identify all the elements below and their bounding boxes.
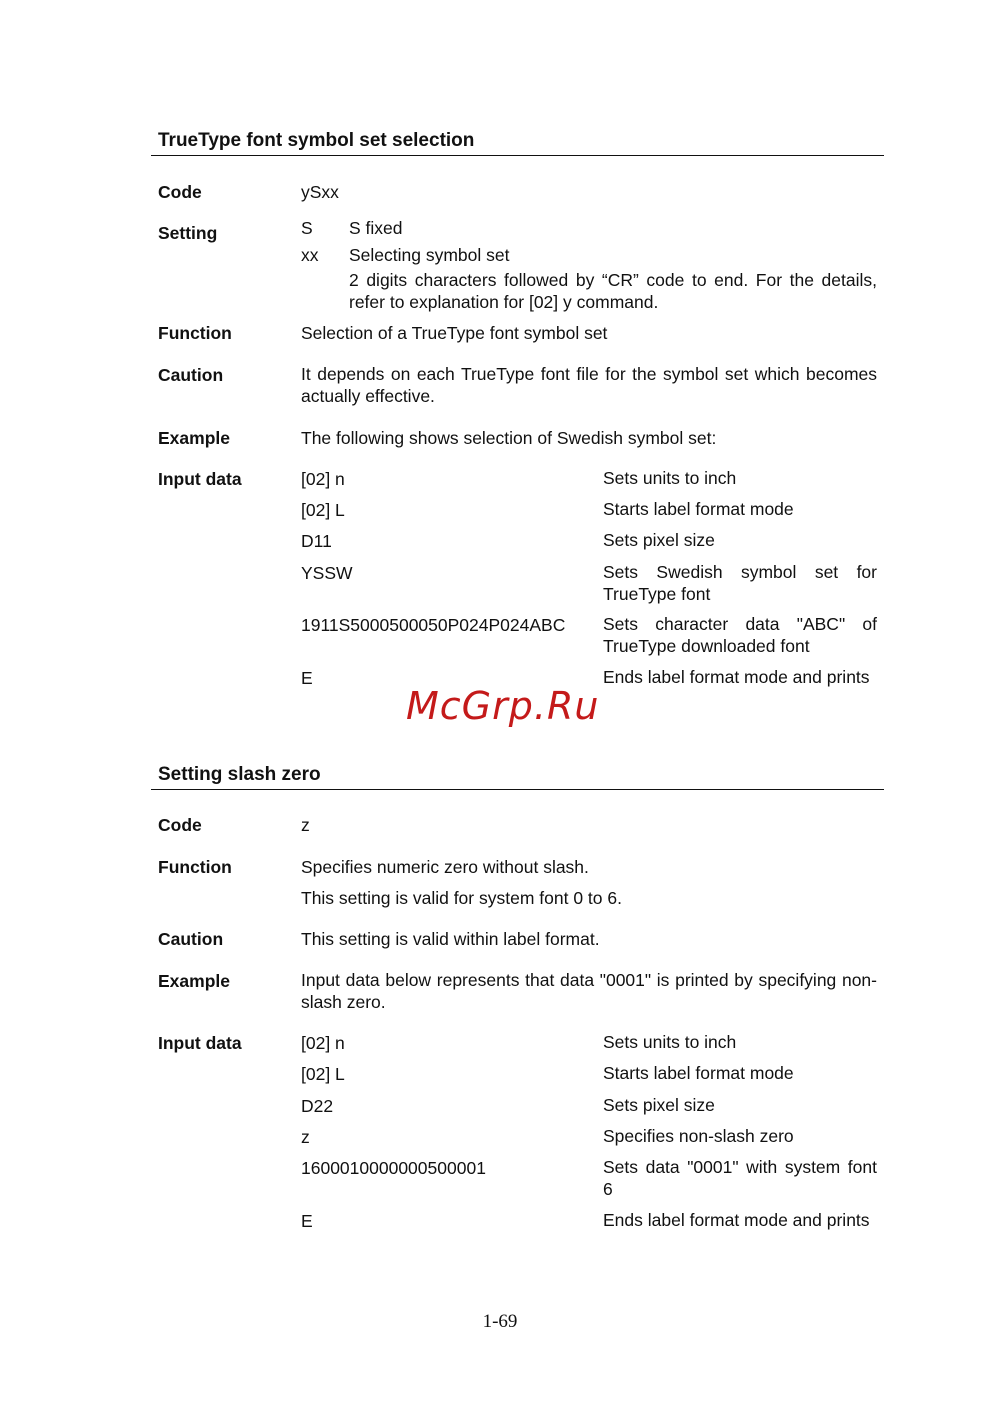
input-desc: Ends label format mode and prints [603, 667, 870, 687]
input-desc: Starts label format mode [603, 499, 794, 519]
code-value: ySxx [301, 182, 339, 202]
function-text: Selection of a TrueType font symbol set [301, 323, 608, 343]
input-desc: Sets character data "ABC" of TrueType downloaded font [603, 614, 877, 656]
example-label: Example [158, 428, 230, 448]
input-cmd: D22 [301, 1096, 334, 1116]
code-label: Code [158, 815, 202, 835]
example-text: Input data below represents that data "0001" is printed by specifying non-slash zero. [301, 970, 877, 1012]
code-value: z [301, 815, 310, 835]
example-label: Example [158, 971, 230, 991]
caution-text: It depends on each TrueType font file for the symbol set which becomes actually effective. [301, 364, 877, 406]
input-desc: Sets pixel size [603, 1095, 715, 1115]
input-desc: Sets units to inch [603, 468, 737, 488]
input-desc: Sets data "0001" with system font 6 [603, 1157, 877, 1199]
function-text: Specifies numeric zero without slash. [301, 857, 589, 877]
input-cmd: 1600010000000500001 [301, 1158, 486, 1178]
watermark-logo: McGrp.Ru [406, 684, 600, 728]
input-desc: Sets pixel size [603, 530, 715, 550]
input-cmd: D11 [301, 531, 332, 551]
setting-desc-xx: Selecting symbol set [349, 245, 510, 265]
input-desc: Sets units to inch [603, 1032, 737, 1052]
section-rule [151, 789, 884, 790]
input-desc: Specifies non-slash zero [603, 1126, 794, 1146]
setting-key-xx: xx [301, 245, 319, 265]
example-text: The following shows selection of Swedish symbol set: [301, 428, 717, 448]
input-desc: Ends label format mode and prints [603, 1210, 870, 1230]
input-cmd: [02] L [301, 1064, 345, 1084]
function-label: Function [158, 857, 232, 877]
section-title: Setting slash zero [158, 764, 321, 785]
caution-text: This setting is valid within label format. [301, 929, 600, 949]
input-cmd: [02] n [301, 1033, 345, 1053]
setting-label: Setting [158, 223, 218, 243]
function-label: Function [158, 323, 232, 343]
input-desc: Starts label format mode [603, 1063, 794, 1083]
setting-desc-s: S fixed [349, 218, 403, 238]
input-data-label: Input data [158, 469, 242, 489]
caution-label: Caution [158, 365, 224, 385]
setting-key-s: S [301, 218, 313, 238]
input-cmd: z [301, 1127, 310, 1147]
input-cmd: [02] L [301, 500, 345, 520]
input-cmd: E [301, 1211, 313, 1231]
section-title: TrueType font symbol set selection [158, 130, 475, 151]
input-desc: Sets Swedish symbol set for TrueType font [603, 562, 877, 604]
input-cmd: E [301, 668, 313, 688]
section-rule [151, 155, 884, 156]
input-cmd: 1911S5000500050P024P024ABC [301, 615, 566, 635]
input-cmd: YSSW [301, 563, 353, 583]
code-label: Code [158, 182, 202, 202]
input-data-label: Input data [158, 1033, 242, 1053]
caution-label: Caution [158, 929, 224, 949]
setting-note: 2 digits characters followed by “CR” code to end. For the details, refer to explanation for [02] y command. [349, 270, 877, 312]
function-text: This setting is valid for system font 0 to 6. [301, 888, 622, 908]
page-number: 1-69 [482, 1311, 518, 1332]
input-cmd: [02] n [301, 469, 345, 489]
